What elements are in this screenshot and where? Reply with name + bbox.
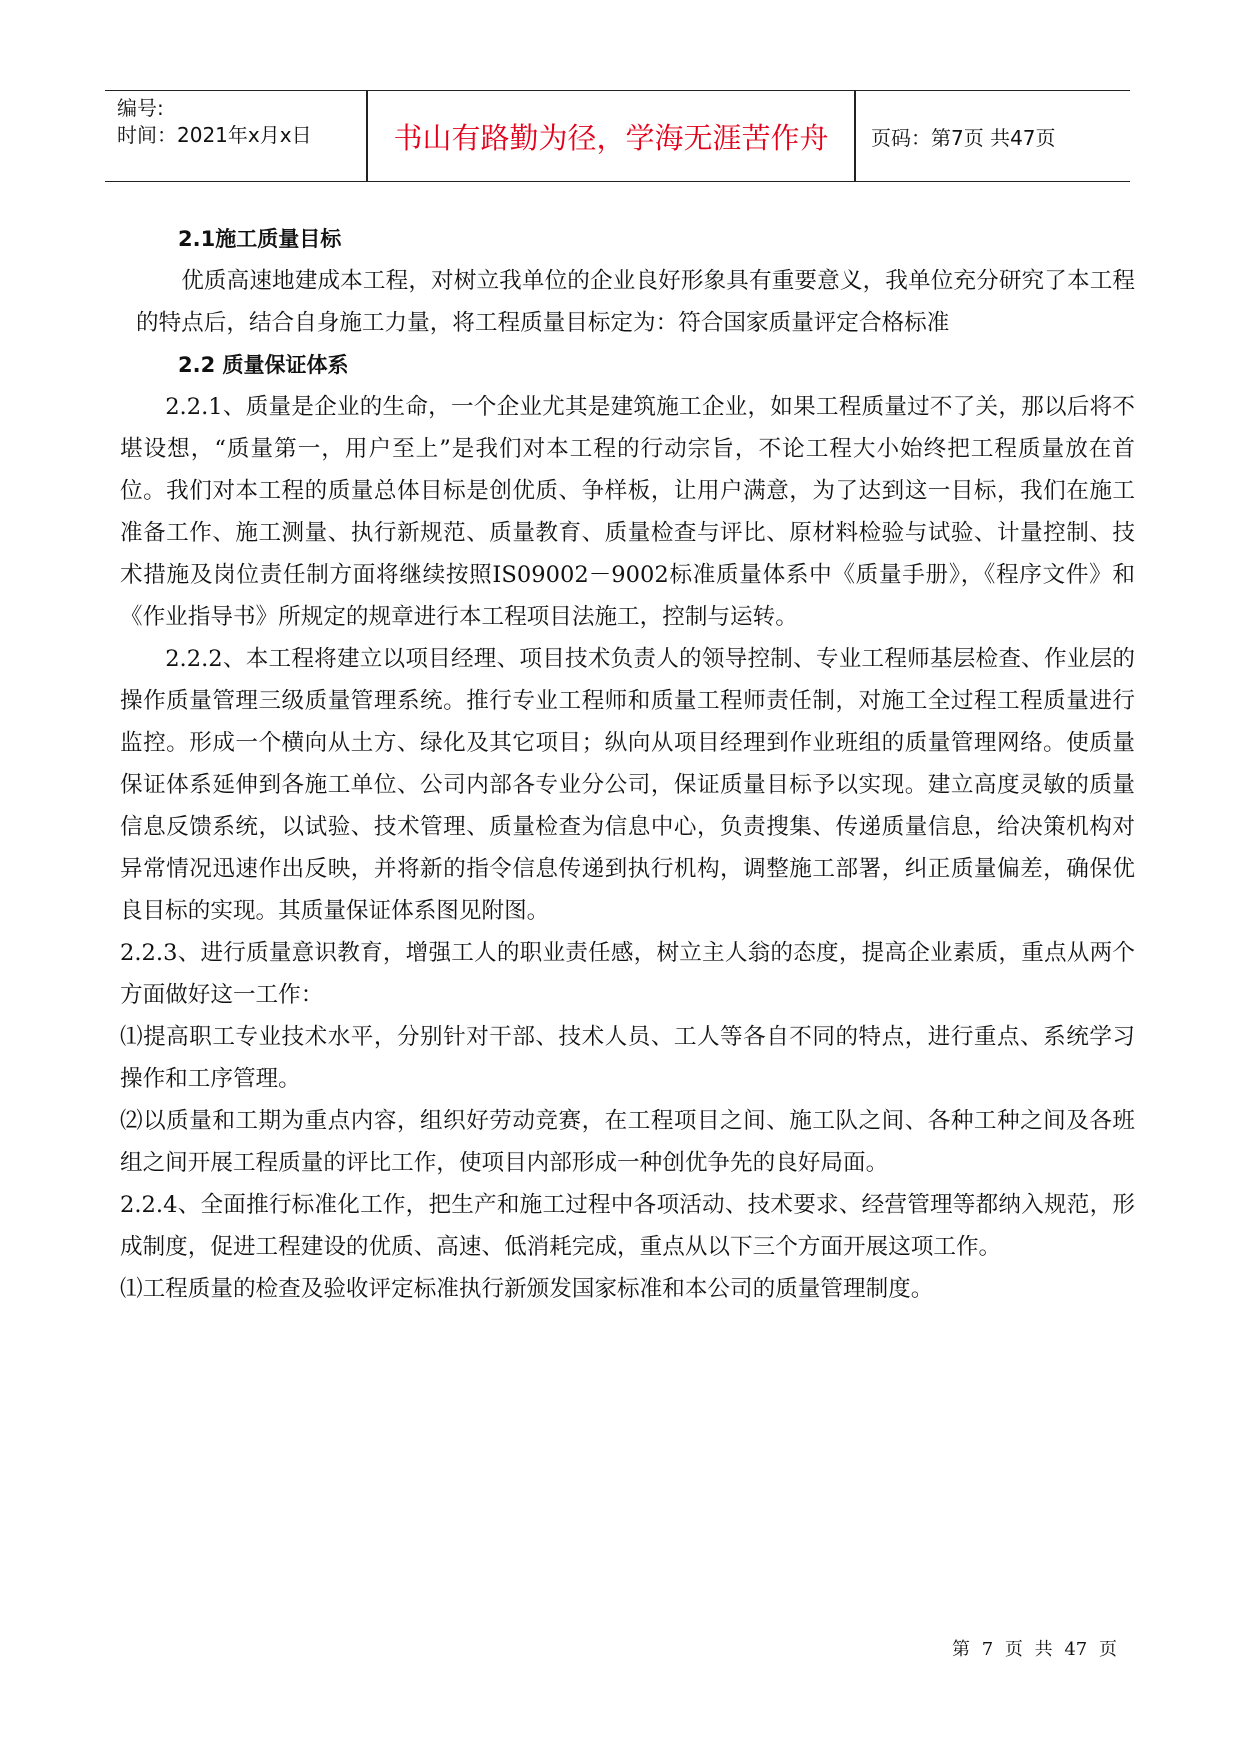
paragraph: 2.2.1、质量是企业的生命，一个企业尤其是建筑施工企业，如果工程质量过不了关，那以后将不堪设想，“质量第一，用户至上”是我们对本工程的行动宗旨，不论工程大小始终把工程质量放在首位。我们对本工程的质量总体目标是创优质、争样板，让用户满意，为了达到这一目标，我们在施工准备工作、施工测量、执行新规范、质量教育、质量检查与评比、原材料检验与试验、计量控制、技术措施及岗位责任制方面将继续按照IS09002－9002标准质量体系中《质量手册》，《程序文件》和《作业指导书》所规定的规章进行本工程项目法施工，控制与运转。: [120, 394, 1135, 630]
paragraph: 2.2.2、本工程将建立以项目经理、项目技术负责人的领导控制、专业工程师基层检查、作业层的操作质量管理三级质量管理系统。推行专业工程师和质量工程师责任制，对施工全过程工程质量进行监控。形成一个横向从土方、绿化及其它项目；纵向从项目经理到作业班组的质量管理网络。使质量保证体系延伸到各施工单位、公司内部各专业分公司，保证质量目标予以实现。建立高度灵敏的质量信息反馈系统，以试验、技术管理、质量检查为信息中心，负责搜集、传递质量信息，给决策机构对异常情况迅速作出反映，并将新的指令信息传递到执行机构，调整施工部署，纠正质量偏差，确保优良目标的实现。其质量保证体系图见附图。: [120, 646, 1135, 924]
document-body: [120, 218, 1135, 1310]
paragraph: 2.2.3、进行质量意识教育，增强工人的职业责任感，树立主人翁的态度，提高企业素质，重点从两个方面做好这一工作：: [120, 940, 1135, 1008]
paragraph: 优质高速地建成本工程，对树立我单位的企业良好形象具有重要意义，我单位充分研究了本工程的特点后，结合自身施工力量，将工程质量目标定为：符合国家质量评定合格标准: [136, 268, 1135, 336]
header-page-number: 页码：第7页 共47页: [871, 125, 1056, 150]
page-footer: 第 7 页 共 47 页: [952, 1639, 1117, 1660]
list-item: ⑴提高职工专业技术水平，分别针对干部、技术人员、工人等各自不同的特点，进行重点、系统学习操作和工序管理。: [120, 1024, 1135, 1092]
list-item: ⑴工程质量的检查及验收评定标准执行新颁发国家标准和本公司的质量管理制度。: [120, 1276, 934, 1302]
list-item: ⑵以质量和工期为重点内容，组织好劳动竞赛，在工程项目之间、施工队之间、各种工种之间及各班组之间开展工程质量的评比工作，使项目内部形成一种创优争先的良好局面。: [120, 1108, 1135, 1176]
header-divider: [854, 91, 856, 181]
section-heading: 2.2 质量保证体系: [178, 353, 349, 377]
page-header: [105, 90, 1130, 182]
header-meta: [117, 91, 367, 181]
header-motto: 书山有路勤为径，学海无涯苦作舟: [393, 120, 829, 155]
section-heading: 2.1施工质量目标: [178, 227, 342, 251]
doc-time-label: 时间：2021年x月x日: [117, 123, 312, 147]
doc-number-label: 编号:: [117, 96, 164, 120]
paragraph: 2.2.4、全面推行标准化工作，把生产和施工过程中各项活动、技术要求、经营管理等都纳入规范，形成制度，促进工程建设的优质、高速、低消耗完成，重点从以下三个方面开展这项工作。: [120, 1192, 1135, 1260]
